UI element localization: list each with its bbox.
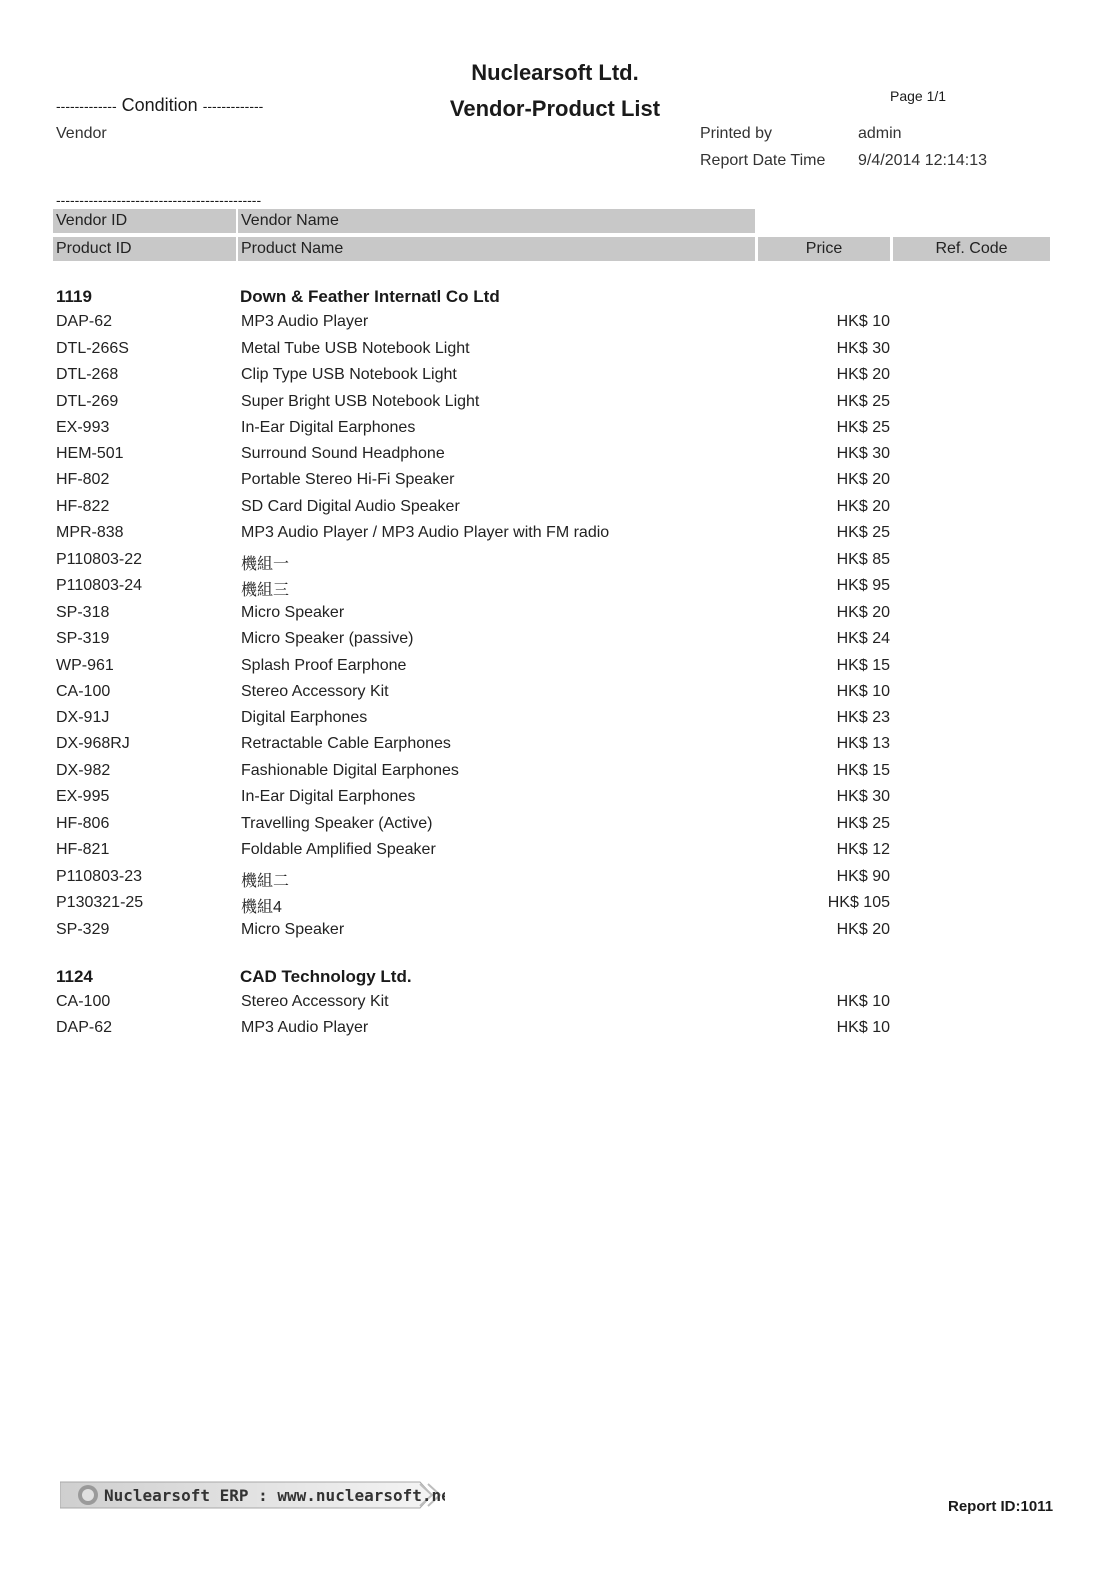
vendor-id: 1119 (56, 287, 92, 306)
product-name: Travelling Speaker (Active) (241, 815, 433, 832)
report-date-value: 9/4/2014 12:14:13 (858, 152, 988, 169)
product-price: HK$ 20 (836, 604, 890, 621)
condition-dashes-left: ------------- (56, 98, 117, 114)
product-name: Retractable Cable Earphones (241, 735, 451, 752)
product-id: HF-822 (56, 498, 110, 515)
product-id: CA-100 (56, 683, 111, 700)
product-id: HF-806 (56, 815, 110, 832)
logo-text: Nuclearsoft ERP : www.nuclearsoft.net (104, 1486, 445, 1505)
product-name: Metal Tube USB Notebook Light (241, 340, 470, 357)
product-id: HF-802 (56, 471, 110, 488)
product-price: HK$ 23 (836, 709, 890, 726)
col-vendor-name: Vendor Name (238, 209, 755, 233)
product-name: MP3 Audio Player (241, 313, 369, 330)
product-id: P110803-24 (56, 577, 142, 594)
product-id: DTL-268 (56, 366, 119, 383)
product-name: Surround Sound Headphone (241, 445, 445, 462)
product-price: HK$ 20 (836, 366, 890, 383)
product-price: HK$ 20 (836, 921, 890, 938)
product-name: Clip Type USB Notebook Light (241, 366, 457, 383)
product-name: Fashionable Digital Earphones (241, 762, 459, 779)
product-id: P130321-25 (56, 894, 144, 911)
product-name: Micro Speaker (passive) (241, 630, 414, 647)
product-id: DX-982 (56, 762, 111, 779)
product-name: In-Ear Digital Earphones (241, 419, 416, 436)
product-price: HK$ 30 (836, 788, 890, 805)
product-name: 機組一 (241, 556, 290, 573)
product-price: HK$ 12 (836, 841, 890, 858)
report-id-value: 1011 (1020, 1498, 1054, 1515)
product-id: HF-821 (56, 841, 110, 858)
report-id (948, 1498, 1053, 1515)
product-name: MP3 Audio Player (241, 1019, 369, 1036)
col-vendor-id: Vendor ID (53, 209, 236, 233)
product-name: Splash Proof Earphone (241, 657, 407, 674)
product-price: HK$ 95 (836, 577, 890, 594)
footer-logo-banner (60, 1480, 445, 1510)
col-product-id: Product ID (53, 237, 236, 261)
page-indicator: Page 1/1 (890, 88, 947, 104)
product-name: Super Bright USB Notebook Light (241, 393, 480, 410)
col-ref-code: Ref. Code (893, 237, 1050, 261)
product-id: P110803-23 (56, 868, 142, 885)
product-id: HEM-501 (56, 445, 124, 462)
product-id: SP-319 (56, 630, 110, 647)
product-price: HK$ 90 (836, 868, 890, 885)
product-id: EX-993 (56, 419, 110, 436)
product-price: HK$ 20 (836, 498, 890, 515)
separator-line: -------------------------------------------- (56, 192, 262, 208)
printed-by-value: admin (858, 125, 902, 142)
vendor-name: Down & Feather Internatl Co Ltd (240, 287, 500, 306)
product-id: P110803-22 (56, 551, 142, 568)
product-id: DTL-266S (56, 340, 129, 357)
product-name: Stereo Accessory Kit (241, 683, 389, 700)
product-price: HK$ 10 (836, 683, 890, 700)
col-price: Price (758, 237, 890, 261)
product-id: DX-968RJ (56, 735, 130, 752)
product-name: Portable Stereo Hi-Fi Speaker (241, 471, 455, 488)
condition-vendor-field: Vendor (56, 125, 107, 142)
product-price: HK$ 10 (836, 993, 890, 1010)
product-name: Digital Earphones (241, 709, 368, 726)
product-id: DAP-62 (56, 313, 113, 330)
product-price: HK$ 20 (836, 471, 890, 488)
product-price: HK$ 85 (836, 551, 890, 568)
company-name: Nuclearsoft Ltd. (471, 60, 639, 85)
product-name: SD Card Digital Audio Speaker (241, 498, 460, 515)
product-name: Stereo Accessory Kit (241, 993, 389, 1010)
product-name: 機組三 (241, 582, 290, 599)
col-product-name: Product Name (238, 237, 755, 261)
product-price: HK$ 10 (836, 1019, 890, 1036)
vendor-name: CAD Technology Ltd. (240, 967, 412, 986)
product-name: In-Ear Digital Earphones (241, 788, 416, 805)
product-price: HK$ 30 (836, 445, 890, 462)
product-name: MP3 Audio Player / MP3 Audio Player with FM radio (241, 524, 610, 541)
condition-label: Condition (121, 95, 198, 115)
printed-by-label: Printed by (700, 125, 773, 142)
product-id: EX-995 (56, 788, 110, 805)
product-id: SP-329 (56, 921, 110, 938)
product-price: HK$ 105 (827, 894, 890, 911)
product-price: HK$ 30 (836, 340, 890, 357)
condition-dashes-right: ------------- (202, 98, 264, 114)
vendor-id: 1124 (56, 967, 93, 986)
product-name: Micro Speaker (241, 604, 345, 621)
product-price: HK$ 10 (836, 313, 890, 330)
product-id: SP-318 (56, 604, 110, 621)
report-date-label: Report Date Time (700, 152, 826, 169)
report-title: Vendor-Product List (449, 96, 661, 121)
product-id: CA-100 (56, 993, 111, 1010)
product-price: HK$ 15 (836, 762, 890, 779)
product-name: Foldable Amplified Speaker (241, 841, 436, 858)
product-price: HK$ 13 (836, 735, 890, 752)
condition-heading (56, 95, 263, 116)
product-price: HK$ 15 (836, 657, 890, 674)
product-id: MPR-838 (56, 524, 124, 541)
product-price: HK$ 25 (836, 815, 890, 832)
product-id: DTL-269 (56, 393, 119, 410)
product-price: HK$ 25 (836, 524, 890, 541)
product-id: DX-91J (56, 709, 110, 726)
product-name: Micro Speaker (241, 921, 345, 938)
product-price: HK$ 25 (836, 419, 890, 436)
product-id: DAP-62 (56, 1019, 113, 1036)
product-name: 機組4 (241, 899, 282, 916)
footer-logo (60, 1480, 445, 1510)
product-price: HK$ 25 (836, 393, 890, 410)
product-price: HK$ 24 (836, 630, 890, 647)
report-id-label: Report ID: (948, 1498, 1021, 1515)
product-id: WP-961 (56, 657, 114, 674)
product-name: 機組二 (241, 873, 290, 890)
